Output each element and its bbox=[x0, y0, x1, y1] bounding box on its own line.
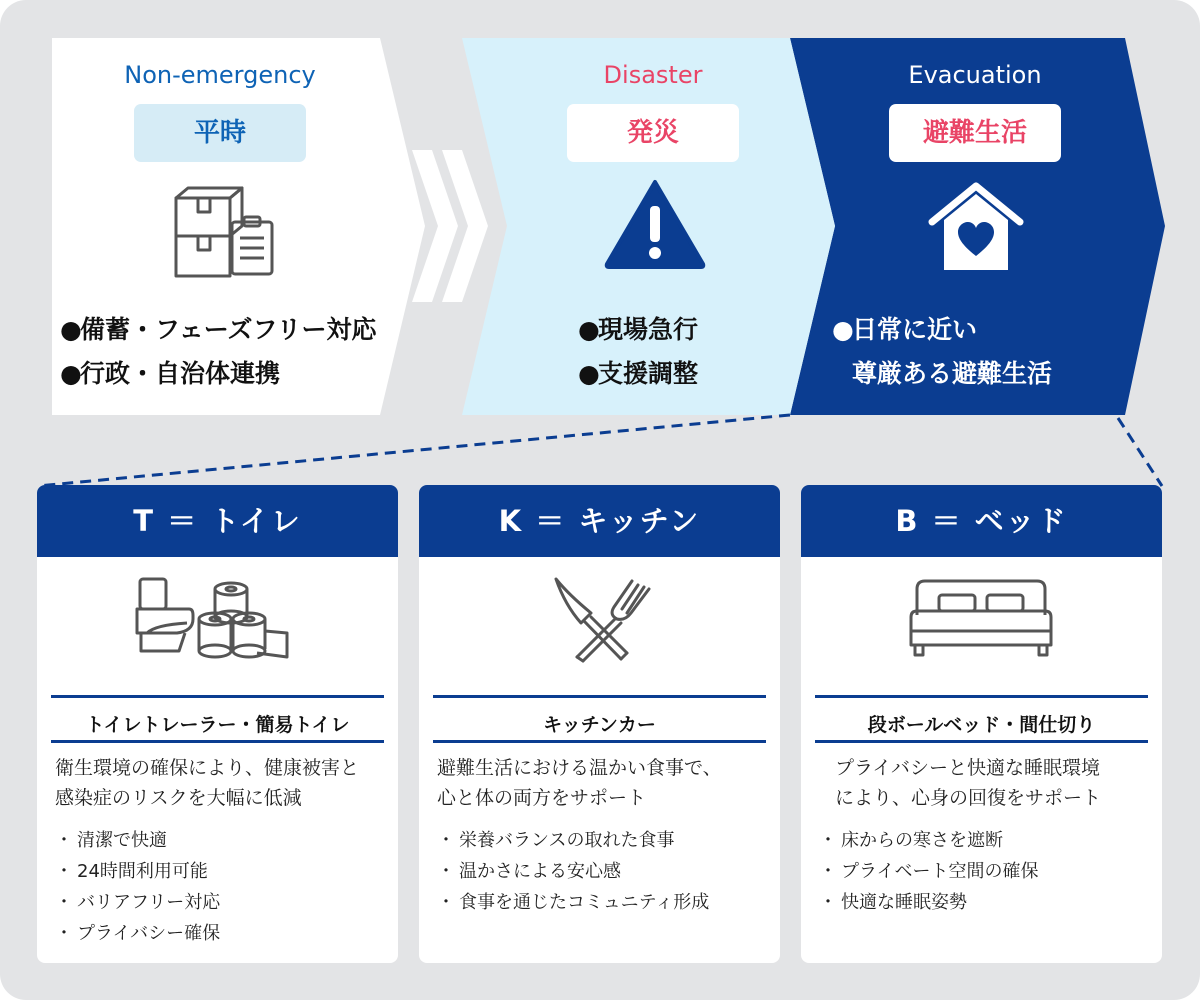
warning-icon bbox=[603, 178, 707, 270]
list-item: ・ 24時間利用可能 bbox=[55, 861, 208, 882]
bullet-item: ●行政・自治体連携 bbox=[60, 359, 281, 388]
card-subtitle: トイレトレーラー・簡易トイレ bbox=[85, 714, 350, 736]
card-subtitle: 段ボールベッド・間仕切り bbox=[867, 714, 1096, 736]
divider bbox=[815, 740, 1148, 743]
list-item: ・ 快適な睡眠姿勢 bbox=[819, 892, 967, 913]
phase-non-emergency-bullets bbox=[60, 308, 377, 396]
card-bed bbox=[801, 485, 1162, 963]
knife-fork-icon bbox=[419, 571, 780, 671]
card-subtitle: キッチンカー bbox=[543, 714, 656, 736]
card-kitchen bbox=[419, 485, 780, 963]
phase-evacuation-bullets bbox=[832, 308, 1052, 396]
card-title: B ＝ ベッド bbox=[801, 485, 1162, 557]
bullet-item: ●支援調整 bbox=[578, 359, 699, 388]
bed-icon bbox=[801, 571, 1162, 671]
list-item: ・ プライベート空間の確保 bbox=[819, 861, 1039, 882]
card-title: K ＝ キッチン bbox=[419, 485, 780, 557]
card-description: プライバシーと快適な睡眠環境 により、心身の回復をサポート bbox=[835, 757, 1102, 809]
toilet-paper-icon bbox=[37, 571, 398, 671]
list-item: ・ 床からの寒さを遮断 bbox=[819, 830, 1003, 851]
phase-non-emergency bbox=[115, 60, 325, 162]
list-item: ・ バリアフリー対応 bbox=[55, 892, 221, 913]
list-item: ・ プライバシー確保 bbox=[55, 923, 221, 944]
list-item: ・ 栄養バランスの取れた食事 bbox=[437, 830, 675, 851]
divider bbox=[51, 695, 384, 698]
phase-english-label: Non-emergency bbox=[124, 61, 316, 89]
dashed-connector-left bbox=[38, 415, 790, 486]
phase-evacuation bbox=[870, 60, 1080, 162]
bullet-item: ●備蓄・フェーズフリー対応 bbox=[60, 315, 377, 344]
card-feature-list bbox=[55, 825, 220, 949]
phase-disaster-bullets bbox=[578, 308, 698, 396]
dashed-connector-right bbox=[1118, 418, 1162, 486]
house-heart-icon bbox=[926, 178, 1026, 274]
list-item: ・ 清潔で快適 bbox=[55, 830, 167, 851]
card-title: T ＝ トイレ bbox=[37, 485, 398, 557]
card-toilet bbox=[37, 485, 398, 963]
phase-japanese-badge: 避難生活 bbox=[889, 104, 1061, 162]
bullet-item: ●日常に近い bbox=[832, 315, 978, 344]
card-description: 衛生環境の確保により、健康被害と 感染症のリスクを大幅に低減 bbox=[55, 757, 360, 809]
list-item: ・ 温かさによる安心感 bbox=[437, 861, 621, 882]
phase-english-label: Disaster bbox=[603, 61, 703, 89]
phase-english-label: Evacuation bbox=[908, 61, 1042, 89]
card-description: 避難生活における温かい食事で、 心と体の両方をサポート bbox=[437, 757, 722, 809]
divider bbox=[815, 695, 1148, 698]
phase-disaster bbox=[548, 60, 758, 162]
bullet-item: 尊厳ある避難生活 bbox=[852, 359, 1053, 388]
divider bbox=[433, 740, 766, 743]
card-feature-list bbox=[819, 825, 1038, 918]
card-feature-list bbox=[437, 825, 709, 918]
bullet-item: ●現場急行 bbox=[578, 315, 699, 344]
divider bbox=[433, 695, 766, 698]
list-item: ・ 食事を通じたコミュニティ形成 bbox=[437, 892, 710, 913]
phase-japanese-badge: 発災 bbox=[567, 104, 739, 162]
divider bbox=[51, 740, 384, 743]
phase-japanese-badge: 平時 bbox=[134, 104, 306, 162]
boxes-clipboard-icon bbox=[170, 180, 280, 280]
